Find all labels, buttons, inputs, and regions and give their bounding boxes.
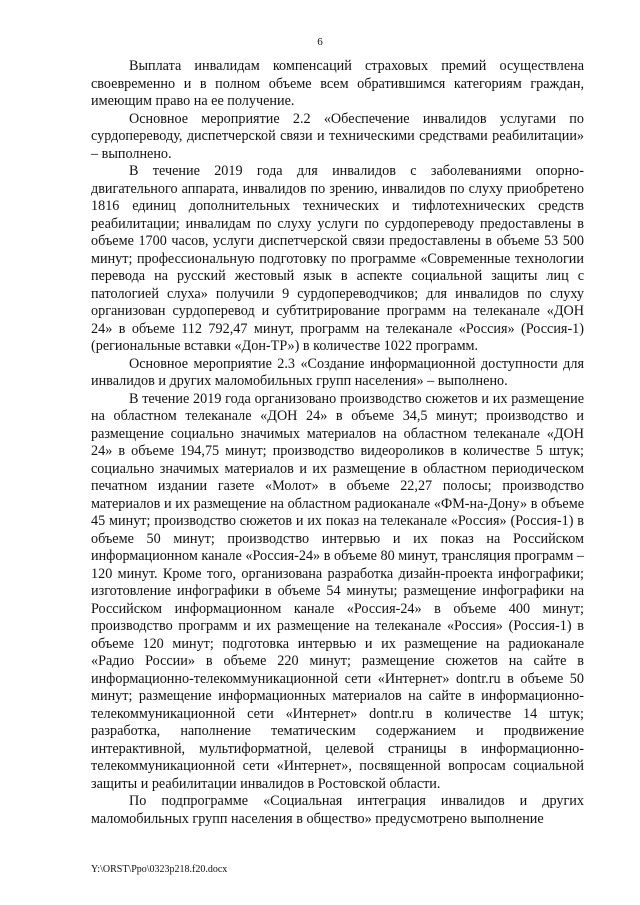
- footer-file-path: Y:\ORST\Ppo\0323p218.f20.docx: [91, 864, 228, 875]
- paragraph-compensation-payments: Выплата инвалидам компенсаций страховых премий осуществлена своевременно и в полном объеме всем обратившимся категориям граждан, имеющим право на ее получение.: [91, 58, 584, 109]
- document-body: [91, 58, 584, 828]
- paragraph-subprogram-social-integration: По подпрограмме «Социальная интеграция инвалидов и других маломобильных групп населения в общество» предусмотрено выполнение: [91, 793, 584, 827]
- paragraph-measure-2-3: Основное мероприятие 2.3 «Создание информационной доступности для инвалидов и других маломобильных групп населения» – выполнено.: [91, 355, 584, 389]
- paragraph-2019-rehabilitation-means: В течение 2019 года для инвалидов с заболеваниями опорно-двигательного аппарата, инвалидов по зрению, инвалидов по слуху приобретено 1816 единиц дополнительных технических и тифлотехнических средств реабилитации; инвалидам по слуху услуги по сурдопереводу предоставлены в объеме 1700 часов, услуги диспетчерской связи предоставлены в объеме 53 500 минут; профессиональную подготовку по программе «Современные технологии перевода на русский жестовый язык в аспекте социальной защиты лиц с патологией слуха» получили 9 сурдопереводчиков; для инвалидов по слуху организован сурдоперевод и субтитрирование программ на телеканале «ДОН 24» в объеме 112 792,47 минут, программ на телеканале «Россия» (Россия-1) (региональные вставки «Дон-ТР») в количестве 1022 программ.: [91, 163, 584, 354]
- paragraph-2019-information-accessibility: В течение 2019 года организовано производство сюжетов и их размещение на областном телеканале «ДОН 24» в объеме 34,5 минут; производство и размещение социально значимых материалов на областном телеканале «ДОН 24» в объеме 194,75 минут; производство видеороликов в количестве 5 штук; социально значимых материалов и их размещение в областном периодическом печатном издании газете «Молот» в объеме 22,27 полосы; производство материалов и их размещение на областном радиоканале «ФМ-на-Дону» в объеме 45 минут; производство сюжетов и их показ на телеканале «Россия» (Россия-1) в объеме 50 минут; производство интервью и их показ на Российском информационном канале «Россия-24» в объеме 80 минут, трансляция программ – 120 минут. Кроме того, организована разработка дизайн-проекта инфографики; изготовление инфографики в объеме 54 минуты; размещение инфографики на Российском информационном канале «Россия-24» в объеме 400 минут; производство программ и их размещение на телеканале «Россия» (Россия-1) в объеме 120 минут; подготовка интервью и их размещение на радиоканале «Радио России» в объеме 220 минут; размещение сюжетов на сайте в информационно-телекоммуникационной сети «Интернет» dontr.ru в объеме 50 минут; размещение информационных материалов на сайте в информационно-телекоммуникационной сети «Интернет» dontr.ru в количестве 14 штук; разработка, наполнение тематическим содержанием и продвижение интерактивной, мультиформатной, целевой страницы в информационно-телекоммуникационной сети «Интернет», посвященной вопросам социальной защиты и реабилитации инвалидов в Ростовской области.: [91, 390, 584, 792]
- paragraph-measure-2-2: Основное мероприятие 2.2 «Обеспечение инвалидов услугами по сурдопереводу, диспетчерской связи и техническими средствами реабилитации» – выполнено.: [91, 110, 584, 162]
- page-number: 6: [317, 36, 323, 48]
